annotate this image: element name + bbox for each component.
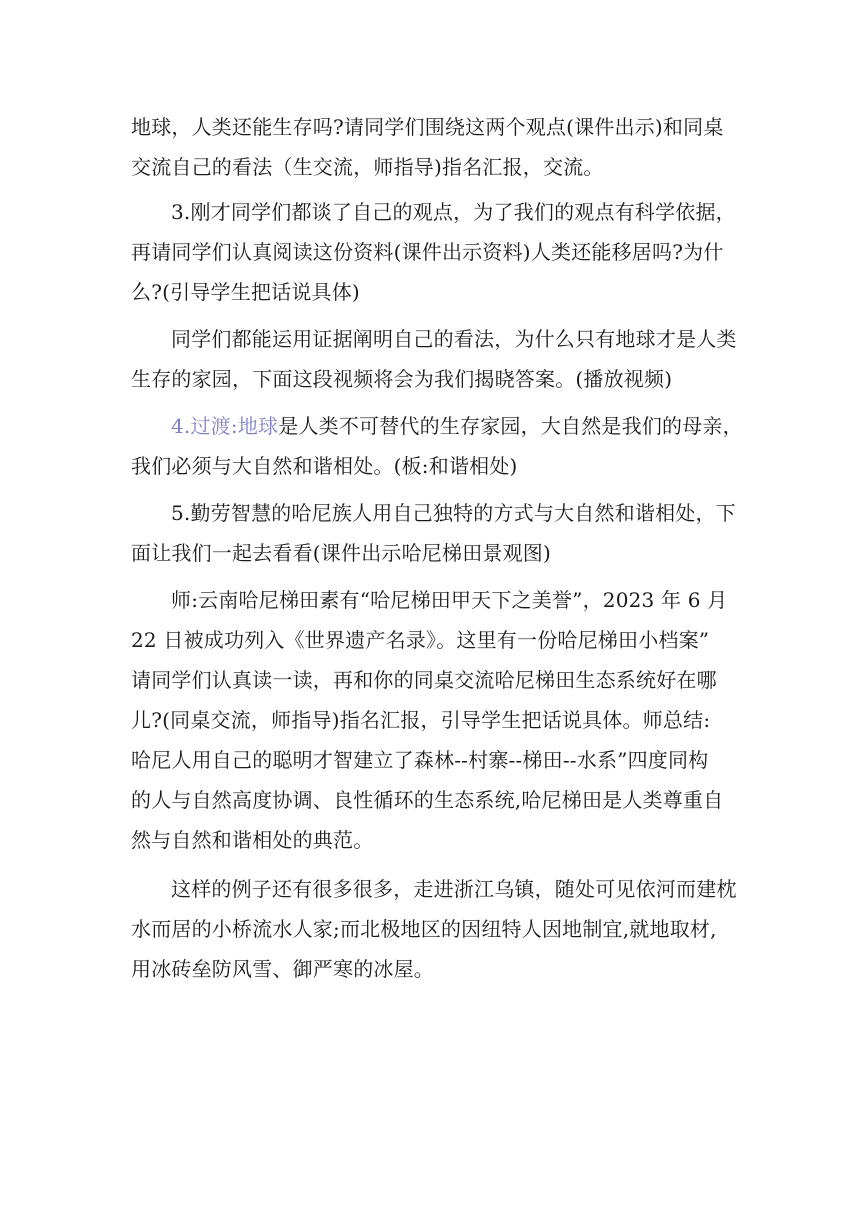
paragraph-1 bbox=[131, 107, 735, 187]
text-line: 再请同学们认真阅读这份资料(课件出示资料)人类还能移居吗?为什 bbox=[131, 240, 724, 264]
document-body bbox=[131, 107, 743, 989]
text-line: 师:云南哈尼梯田素有“哈尼梯田甲天下之美誉”，2023 年 6 月 bbox=[171, 588, 728, 612]
highlighted-text: 4.过渡:地球 bbox=[171, 414, 279, 438]
paragraph-7 bbox=[131, 869, 735, 989]
text-line: 请同学们认真读一读，再和你的同桌交流哈尼梯田生态系统好在哪 bbox=[131, 668, 717, 692]
text-line: 同学们都能运用证据阐明自己的看法，为什么只有地球才是人类 bbox=[171, 327, 737, 351]
text-line: 我们必须与大自然和谐相处。(板:和谐相处) bbox=[131, 454, 518, 478]
text-line: 么?(引导学生把话说具体) bbox=[131, 280, 360, 304]
text-line: 3.刚才同学们都谈了自己的观点，为了我们的观点有科学依据， bbox=[171, 200, 736, 224]
text-line: 哈尼人用自己的聪明才智建立了森林--村寨--梯田--水系”四度同构 bbox=[131, 748, 709, 772]
text-line: 交流自己的看法（生交流，师指导)指名汇报，交流。 bbox=[131, 155, 604, 179]
text-line bbox=[131, 406, 743, 446]
text-line: 面让我们一起去看看(课件出示哈尼梯田景观图) bbox=[131, 541, 552, 565]
paragraph-2 bbox=[131, 192, 735, 312]
paragraph-5 bbox=[131, 493, 735, 573]
text-line: 地球，人类还能生存吗?请同学们围绕这两个观点(课件出示)和同桌 bbox=[131, 115, 724, 139]
text-line: 儿?(同桌交流，师指导)指名汇报，引导学生把话说具体。师总结: bbox=[131, 708, 711, 732]
text-line: 然与自然和谐相处的典范。 bbox=[131, 828, 374, 852]
paragraph-3 bbox=[131, 319, 735, 399]
text-line: 用冰砖垒防风雪、御严寒的冰屋。 bbox=[131, 957, 434, 981]
paragraph-6 bbox=[131, 580, 735, 860]
text-line: 水而居的小桥流水人家;而北极地区的因纽特人因地制宜,就地取材, bbox=[131, 917, 717, 941]
text-line: 生存的家园，下面这段视频将会为我们揭晓答案。(播放视频) bbox=[131, 367, 673, 391]
text-line: 这样的例子还有很多很多，走进浙江乌镇，随处可见依河而建枕 bbox=[171, 877, 737, 901]
text-segment: 是人类不可替代的生存家园，大自然是我们的母亲， bbox=[278, 414, 743, 438]
paragraph-4 bbox=[131, 406, 743, 486]
text-line: 5.勤劳智慧的哈尼族人用自己独特的方式与大自然和谐相处，下 bbox=[171, 501, 736, 525]
text-line: 22 日被成功列入《世界遗产名录》。这里有一份哈尼梯田小档案” bbox=[131, 628, 710, 652]
text-line: 的人与自然高度协调、良性循环的生态系统,哈尼梯田是人类尊重自 bbox=[131, 788, 724, 812]
